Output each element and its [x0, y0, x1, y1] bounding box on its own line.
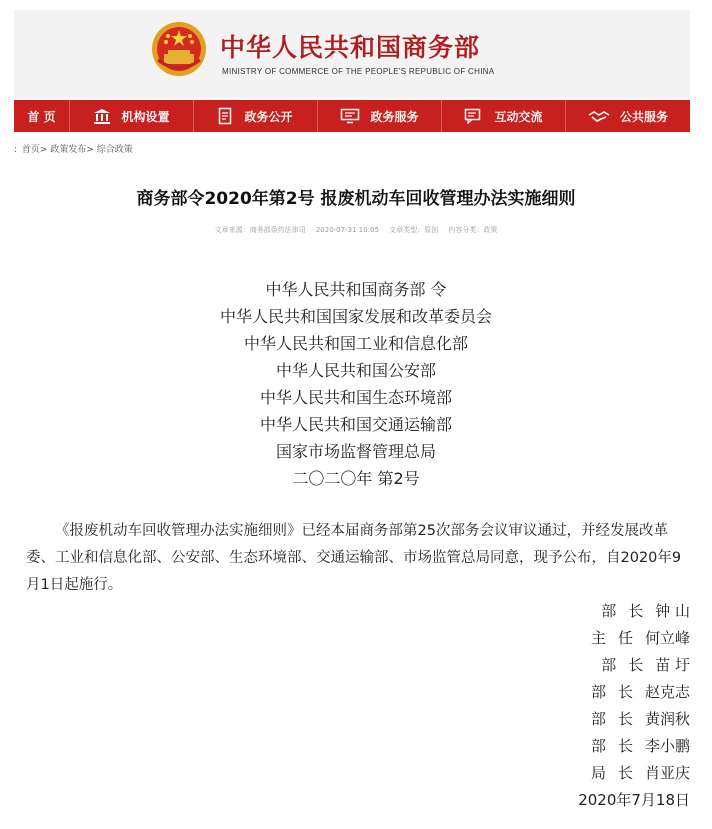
signature-name: 赵克志 — [644, 683, 690, 701]
nav-item-government-affairs[interactable] — [194, 100, 318, 132]
signature-role: 部长 — [590, 683, 645, 701]
nav-item-label: 政务服务 — [370, 109, 419, 124]
nav-item-interaction[interactable] — [442, 100, 566, 132]
nav-item-organization[interactable] — [70, 100, 194, 132]
nav-item-home[interactable] — [14, 100, 70, 132]
article-meta — [0, 225, 712, 235]
issuer-line: 国家市场监督管理总局 — [275, 442, 436, 461]
signature-name: 何立峰 — [644, 629, 690, 647]
order-number: 二〇二〇年 第2号 — [292, 469, 420, 488]
nav-item-government-services[interactable] — [318, 100, 442, 132]
meta-type: 文章类型：原创 — [389, 226, 439, 234]
breadcrumb-general-policy-link[interactable]: 综合政策 — [96, 145, 133, 155]
issuer-list — [0, 276, 712, 492]
document-icon — [218, 107, 234, 125]
signature-name: 肖亚庆 — [644, 764, 690, 782]
issuer-line: 中华人民共和国公安部 — [275, 361, 436, 380]
article-body: 《报废机动车回收管理办法实施细则》已经本届商务部第25次部务会议审议通过，并经发展改革委、工业和信息化部、公安部、生态环境部、交通运输部、市场监管总局同意，现予公布，自2020年9月1日起施行。 — [26, 523, 682, 593]
breadcrumb — [14, 142, 133, 155]
signature-line — [578, 760, 690, 787]
signature-date: 2020年7月18日 — [578, 791, 690, 809]
breadcrumb-home-link[interactable]: 首页> — [21, 145, 48, 155]
signature-line — [578, 733, 690, 760]
signature-block — [578, 598, 690, 814]
site-subtitle: MINISTRY OF COMMERCE OF THE PEOPLE'S REPUBLIC OF CHINA — [222, 67, 495, 76]
breadcrumb-policy-link[interactable]: 政策发布> — [50, 145, 94, 155]
signature-name: 黄润秋 — [644, 710, 690, 728]
nav-item-label: 政务公开 — [244, 109, 293, 124]
nav-item-label: 公共服务 — [619, 109, 668, 124]
issuer-line: 中华人民共和国交通运输部 — [259, 415, 452, 434]
article-title: 商务部令2020年第2号 报废机动车回收管理办法实施细则 — [136, 189, 576, 209]
chat-icon — [464, 108, 484, 124]
issuer-line: 中华人民共和国商务部 令 — [265, 280, 447, 299]
signature-line — [578, 625, 690, 652]
meta-category: 内容分类：政策 — [448, 226, 498, 234]
signature-role: 部长 — [590, 710, 645, 728]
issuer-line: 中华人民共和国国家发展和改革委员会 — [219, 307, 492, 326]
nav-item-public-services[interactable] — [566, 100, 690, 132]
signature-name: 苗 圩 — [655, 656, 690, 674]
nav-item-label: 机构设置 — [121, 109, 170, 124]
signature-line — [578, 679, 690, 706]
handshake-icon — [588, 109, 610, 123]
signature-role: 局长 — [590, 764, 645, 782]
main-nav — [14, 100, 690, 132]
monitor-icon — [340, 108, 360, 124]
signature-line — [578, 652, 690, 679]
nav-item-label: 首 页 — [27, 109, 56, 124]
breadcrumb-prefix: : — [14, 145, 18, 155]
signature-role: 主任 — [590, 629, 645, 647]
meta-date: 2020-07-31 10:05 — [315, 226, 379, 234]
signature-role: 部长 — [590, 737, 645, 755]
issuer-line: 中华人民共和国生态环境部 — [259, 388, 452, 407]
signature-line — [578, 706, 690, 733]
site-header — [0, 0, 712, 100]
building-icon — [93, 108, 111, 124]
signature-line — [578, 598, 690, 625]
national-emblem-icon[interactable] — [150, 20, 208, 78]
signature-role: 部长 — [601, 602, 656, 620]
issuer-line: 中华人民共和国工业和信息化部 — [243, 334, 468, 353]
site-title[interactable]: 中华人民共和国商务部 — [220, 33, 481, 62]
signature-name: 李小鹏 — [644, 737, 690, 755]
nav-item-label: 互动交流 — [494, 109, 543, 124]
meta-source: 文章来源：商务部条约法律司 — [214, 226, 306, 234]
signature-name: 钟 山 — [655, 602, 690, 620]
signature-role: 部长 — [601, 656, 656, 674]
